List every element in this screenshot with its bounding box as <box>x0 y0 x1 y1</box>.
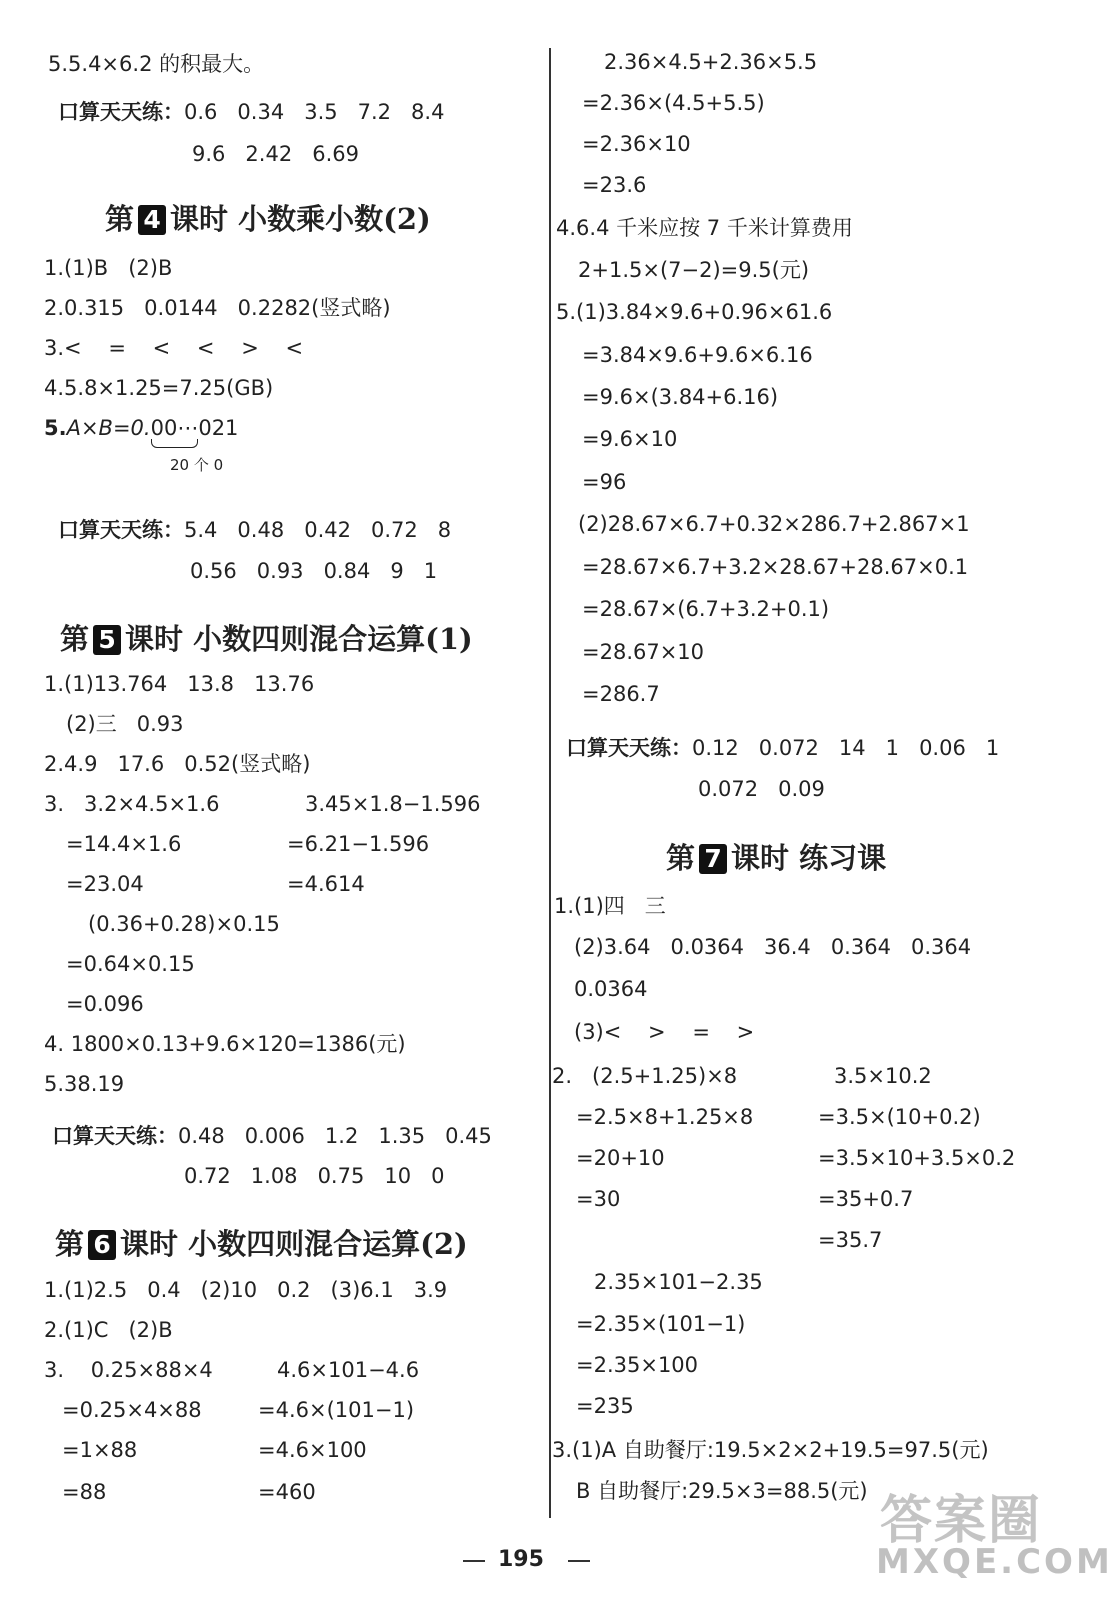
mental-math-line <box>52 1122 492 1150</box>
answer-text: 0.72 1.08 0.75 10 0 <box>184 1164 445 1188</box>
heading-title: 课时 小数四则混合运算(2) <box>120 1227 468 1261</box>
mental-math-line <box>566 734 999 762</box>
answer-line <box>44 254 172 282</box>
answer-text: =20+10 <box>576 1146 665 1170</box>
answer-text: 3.(1)A 自助餐厅:19.5×2×2+19.5=97.5(元) <box>552 1438 989 1462</box>
answer-line <box>582 383 778 411</box>
answer-line <box>44 1316 173 1344</box>
answer-text: (2)3.64 0.0364 36.4 0.364 0.364 <box>574 935 972 959</box>
answer-line <box>578 256 809 284</box>
answer-text: 0.6 0.34 3.5 7.2 8.4 <box>184 100 445 124</box>
page-number: 195 <box>498 1547 544 1572</box>
answer-text: =2.36×(4.5+5.5) <box>582 91 765 115</box>
answer-text: =96 <box>582 470 627 494</box>
answer-line <box>818 1144 1015 1172</box>
section-heading <box>55 1222 468 1263</box>
brace-zeros: 00⋯ <box>150 416 199 440</box>
answer-text: 1.(1)四 三 <box>554 894 666 918</box>
answer-line <box>574 1018 754 1046</box>
answer-text: 4.6.4 千米应按 7 千米计算费用 <box>556 216 853 240</box>
answer-line <box>88 910 280 938</box>
answer-line <box>44 670 314 698</box>
answer-line <box>44 334 303 362</box>
answer-line <box>576 1103 753 1131</box>
answer-line <box>287 830 429 858</box>
answer-line <box>594 1268 763 1296</box>
answer-text: =4.614 <box>287 872 365 896</box>
answer-text: 3.45×1.8−1.596 <box>305 792 481 816</box>
expression-head: A×B=0. <box>66 416 151 440</box>
answer-text: =35+0.7 <box>818 1187 914 1211</box>
answer-text: =460 <box>258 1480 316 1504</box>
answer-line <box>192 140 359 168</box>
answer-text: B 自助餐厅:29.5×3=88.5(元) <box>576 1479 868 1503</box>
answer-text: 1.(1)13.764 13.8 13.76 <box>44 672 315 696</box>
lesson-number-badge: 6 <box>88 1230 116 1260</box>
answer-line <box>576 1351 698 1379</box>
watermark-line1: 答案圈 <box>880 1491 1043 1551</box>
answer-line <box>834 1062 932 1090</box>
lesson-number-badge: 5 <box>93 625 121 655</box>
brace-annotation: 20 个 0 <box>170 456 224 474</box>
answer-line <box>578 510 970 538</box>
answer-line <box>556 298 832 326</box>
answer-line <box>62 1478 106 1506</box>
answer-text: 1.(1)2.5 0.4 (2)10 0.2 (3)6.1 3.9 <box>44 1278 448 1302</box>
answer-line <box>556 214 853 242</box>
answer-text: 9.6 2.42 6.69 <box>192 142 359 166</box>
answer-line <box>258 1478 316 1506</box>
answer-line <box>44 1276 447 1304</box>
answer-line <box>552 1062 737 1090</box>
lesson-number-badge: 7 <box>699 844 727 874</box>
answer-text: 1.(1)B (2)B <box>44 256 173 280</box>
answer-line <box>576 1392 634 1420</box>
answer-line <box>818 1103 981 1131</box>
answer-text: 2.(1)C (2)B <box>44 1318 173 1342</box>
answer-text: =28.67×10 <box>582 640 705 664</box>
answer-line <box>574 933 971 961</box>
answer-line <box>44 790 219 818</box>
answer-text: =23.04 <box>66 872 144 896</box>
answer-line <box>582 171 646 199</box>
answer-line <box>582 425 677 453</box>
answer-text: =1×88 <box>62 1438 138 1462</box>
item-number: 5. <box>44 416 67 440</box>
mental-math-label: 口算天天练： <box>58 100 184 124</box>
answer-line <box>190 557 437 585</box>
underbrace <box>151 439 199 448</box>
section-heading <box>60 617 473 658</box>
answer-text: =286.7 <box>582 682 660 706</box>
answer-text: =2.36×10 <box>582 132 691 156</box>
column-divider <box>549 48 551 1518</box>
answer-text: 3. 3.2×4.5×1.6 <box>44 792 220 816</box>
answer-line <box>576 1185 620 1213</box>
answer-text: 0.072 0.09 <box>698 777 825 801</box>
answer-text: (2)三 0.93 <box>66 712 184 736</box>
answer-line <box>582 130 691 158</box>
answer-line <box>582 680 660 708</box>
answer-line <box>552 1436 989 1464</box>
answer-line <box>44 750 310 778</box>
answer-text: 0.56 0.93 0.84 9 1 <box>190 559 438 583</box>
answer-line <box>582 341 813 369</box>
brace-group <box>151 414 199 442</box>
answer-line <box>66 830 181 858</box>
heading-prefix: 第 <box>60 622 90 656</box>
answer-text: =28.67×6.7+3.2×28.67+28.67×0.1 <box>582 555 969 579</box>
answer-text: =30 <box>576 1187 621 1211</box>
answer-line <box>582 553 968 581</box>
answer-line <box>818 1185 913 1213</box>
answer-text: 0.0364 <box>574 977 648 1001</box>
answer-text: 5.4 0.48 0.42 0.72 8 <box>184 518 452 542</box>
answer-text: 4.5.8×1.25=7.25(GB) <box>44 376 274 400</box>
answer-line <box>66 870 144 898</box>
answer-text: 3.< = < < > < <box>44 336 304 360</box>
answer-text: 2.0.315 0.0144 0.2282(竖式略) <box>44 296 391 320</box>
answer-text: =4.6×(101−1) <box>258 1398 415 1422</box>
answer-text: =14.4×1.6 <box>66 832 182 856</box>
mental-math-label: 口算天天练： <box>58 518 184 542</box>
answer-line <box>184 1162 444 1190</box>
answer-line <box>818 1226 882 1254</box>
answer-line <box>66 950 195 978</box>
answer-text: 5.(1)3.84×9.6+0.96×61.6 <box>556 300 833 324</box>
answer-text: =3.84×9.6+9.6×6.16 <box>582 343 813 367</box>
answer-text: (2)28.67×6.7+0.32×286.7+2.867×1 <box>578 512 970 536</box>
answer-line <box>576 1477 868 1505</box>
answer-line <box>582 89 765 117</box>
answer-line <box>554 892 666 920</box>
answer-line <box>62 1396 202 1424</box>
answer-line <box>44 1356 213 1384</box>
answer-text: 4. 1800×0.13+9.6×120=1386(元) <box>44 1032 406 1056</box>
answer-line <box>44 1030 406 1058</box>
answer-line <box>287 870 365 898</box>
section-heading <box>666 836 886 877</box>
answer-text: 0.12 0.072 14 1 0.06 1 <box>692 736 1000 760</box>
expression-tail: 021 <box>198 416 239 440</box>
answer-text: (3)< > = > <box>574 1020 755 1044</box>
heading-prefix: 第 <box>55 1227 85 1261</box>
footer-dash-right <box>568 1560 590 1562</box>
answer-text: =0.096 <box>66 992 144 1016</box>
answer-text: 2+1.5×(7−2)=9.5(元) <box>578 258 810 282</box>
answer-line <box>305 790 480 818</box>
answer-text: =4.6×100 <box>258 1438 367 1462</box>
answer-line <box>62 1436 137 1464</box>
answer-line <box>44 1070 124 1098</box>
mental-math-line <box>58 516 451 544</box>
answer-text: 5.5.4×6.2 的积最大。 <box>48 52 265 76</box>
lesson-number-badge: 4 <box>138 205 166 235</box>
answer-line-with-brace <box>44 414 238 442</box>
watermark-logo <box>862 1478 1113 1588</box>
answer-line <box>576 1310 745 1338</box>
answer-text: =3.5×10+3.5×0.2 <box>818 1146 1016 1170</box>
answer-line <box>576 1144 665 1172</box>
answer-text: 2.4.9 17.6 0.52(竖式略) <box>44 752 311 776</box>
answer-line <box>698 775 825 803</box>
answer-text: 2.35×101−2.35 <box>594 1270 763 1294</box>
heading-title: 课时 小数四则混合运算(1) <box>125 622 473 656</box>
answer-text: (0.36+0.28)×0.15 <box>88 912 280 936</box>
answer-text: 3.5×10.2 <box>834 1064 932 1088</box>
answer-line <box>48 50 264 78</box>
answer-line <box>582 638 704 666</box>
answer-line <box>258 1436 367 1464</box>
answer-text: =2.5×8+1.25×8 <box>576 1105 754 1129</box>
answer-text: 5.38.19 <box>44 1072 125 1096</box>
answer-line <box>44 374 273 402</box>
answer-text: =35.7 <box>818 1228 883 1252</box>
watermark-line2: MXQE.COM <box>876 1542 1113 1582</box>
answer-line <box>574 975 647 1003</box>
answer-text: 2. (2.5+1.25)×8 <box>552 1064 738 1088</box>
answer-text: =9.6×10 <box>582 427 678 451</box>
answer-text: 3. 0.25×88×4 <box>44 1358 213 1382</box>
answer-text: =3.5×(10+0.2) <box>818 1105 981 1129</box>
heading-title: 课时 小数乘小数(2) <box>170 202 431 236</box>
answer-text: =235 <box>576 1394 634 1418</box>
heading-prefix: 第 <box>105 202 135 236</box>
footer-dash-left <box>463 1560 485 1562</box>
answer-text: =2.35×100 <box>576 1353 699 1377</box>
answer-line <box>44 294 391 322</box>
section-heading <box>105 197 431 238</box>
heading-prefix: 第 <box>666 841 696 875</box>
answer-line <box>582 468 626 496</box>
answer-text: =6.21−1.596 <box>287 832 430 856</box>
answer-text: =0.64×0.15 <box>66 952 195 976</box>
mental-math-line <box>58 98 444 126</box>
heading-title: 课时 练习课 <box>731 841 887 875</box>
answer-line <box>258 1396 414 1424</box>
answer-line <box>604 48 817 76</box>
answer-text: 4.6×101−4.6 <box>277 1358 420 1382</box>
answer-line <box>66 710 184 738</box>
answer-text: =88 <box>62 1480 107 1504</box>
answer-text: 2.36×4.5+2.36×5.5 <box>604 50 818 74</box>
answer-line <box>277 1356 419 1384</box>
answer-text: =2.35×(101−1) <box>576 1312 746 1336</box>
mental-math-label: 口算天天练： <box>52 1124 178 1148</box>
answer-text: 0.48 0.006 1.2 1.35 0.45 <box>178 1124 492 1148</box>
answer-text: =0.25×4×88 <box>62 1398 202 1422</box>
answer-text: =23.6 <box>582 173 647 197</box>
answer-text: =9.6×(3.84+6.16) <box>582 385 779 409</box>
answer-text: =28.67×(6.7+3.2+0.1) <box>582 597 830 621</box>
answer-line <box>66 990 144 1018</box>
mental-math-label: 口算天天练： <box>566 736 692 760</box>
answer-line <box>582 595 829 623</box>
